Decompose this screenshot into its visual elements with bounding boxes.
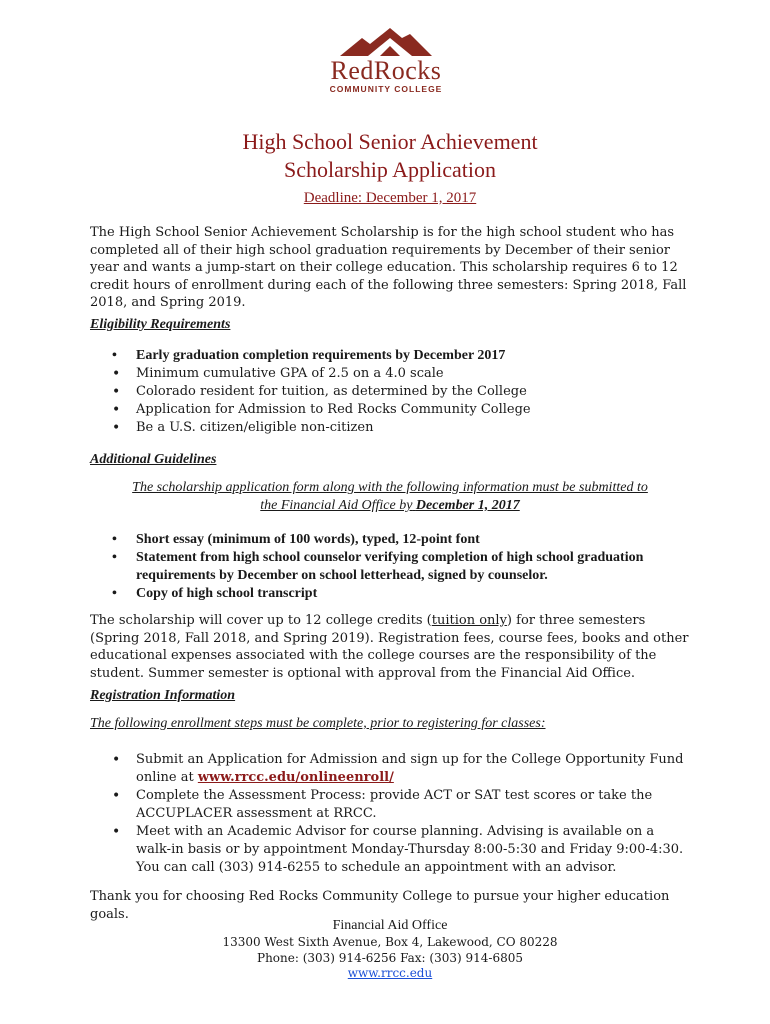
eligibility-item: • Colorado resident for tuition, as determined by the College xyxy=(136,383,690,401)
title-line-1: High School Senior Achievement xyxy=(242,129,538,154)
footer-address: 13300 West Sixth Avenue, Box 4, Lakewood, CO 80228 xyxy=(222,935,558,949)
coverage-text-end: ) for three semesters (Spring 2018, Fall 2018, and Spring 2019). Registration fees, course fees, books and other educational expenses associated with the college courses are the responsibility of the student. Summer semester is optional with approval from the Financial Aid Office. xyxy=(90,613,689,681)
coverage-text-start: The scholarship will cover up to 12 college credits ( xyxy=(90,613,432,628)
college-logo xyxy=(318,26,454,94)
title-line-2: Scholarship Application xyxy=(283,157,497,182)
eligibility-item: • Application for Admission to Red Rocks Community College xyxy=(136,401,690,419)
registration-step: • Meet with an Academic Advisor for course planning. Advising is available on a walk-in basis or by appointment Monday-Thursday 8:00-5:30 and Friday 9:00-4:30. You can call (303) 914-6255 to schedule an appointment with an advisor. xyxy=(136,823,690,877)
footer xyxy=(90,918,690,980)
guideline-item: • Copy of high school transcript xyxy=(136,585,690,603)
deadline: Deadline: December 1, 2017 xyxy=(303,190,477,206)
logo-subtitle: COMMUNITY COLLEGE xyxy=(329,84,443,94)
guideline-item: • Statement from high school counselor verifying completion of high school graduation requirements by December on school letterhead, signed by counselor. xyxy=(136,549,690,585)
registration-heading: Registration Information xyxy=(90,688,236,703)
eligibility-item: • Minimum cumulative GPA of 2.5 on a 4.0 scale xyxy=(136,365,690,383)
thank-you-text: Thank you for choosing Red Rocks Community College to pursue your higher education goals. xyxy=(90,889,670,922)
registration-step-text: Submit an Application for Admission and sign up for the College Opportunity Fund online at xyxy=(136,752,684,785)
coverage-tuition-only: tuition only xyxy=(431,613,507,628)
eligibility-heading: Eligibility Requirements xyxy=(90,317,231,332)
logo-name: RedRocks xyxy=(330,56,442,85)
registration-step: • Complete the Assessment Process: provide ACT or SAT test scores or take the ACCUPLACER assessment at RRCC. xyxy=(136,787,690,823)
eligibility-item: • Be a U.S. citizen/eligible non-citizen xyxy=(136,419,690,437)
guideline-item: • Short essay (minimum of 100 words), typed, 12-point font xyxy=(136,531,690,549)
footer-phone: Phone: (303) 914-6256 Fax: (303) 914-6805 xyxy=(257,951,523,965)
page-title xyxy=(90,128,690,184)
online-enroll-link[interactable]: www.rrcc.edu/onlineenroll/ xyxy=(197,770,394,785)
footer-website-link[interactable]: www.rrcc.edu xyxy=(347,966,433,980)
guidelines-note-line-1: The scholarship application form along with the following information must be submitted to xyxy=(132,480,648,495)
eligibility-list xyxy=(90,347,690,437)
guidelines-note-date: December 1, 2017 xyxy=(415,498,520,513)
registration-steps xyxy=(90,751,690,877)
mountain-logo-icon xyxy=(340,26,432,56)
registration-step xyxy=(136,751,690,787)
guidelines-note-text: the Financial Aid Office by xyxy=(260,498,413,513)
eligibility-item: • Early graduation completion requirements by December 2017 xyxy=(136,347,690,365)
guidelines-heading: Additional Guidelines xyxy=(90,452,217,467)
guidelines-note-line-2 xyxy=(90,497,690,515)
registration-subheading: The following enrollment steps must be complete, prior to registering for classes: xyxy=(90,716,546,731)
guidelines-note xyxy=(90,479,690,515)
coverage-paragraph xyxy=(90,612,690,682)
guidelines-list xyxy=(90,531,690,603)
footer-office: Financial Aid Office xyxy=(332,918,448,933)
intro-paragraph: The High School Senior Achievement Scholarship is for the high school student who has completed all of their high school graduation requirements by December of their senior year and wants a jump-start on their college education. This scholarship requires 6 to 12 credit hours of enrollment during each of the following three semesters: Spring 2018, Fall 2018, and Spring 2019. xyxy=(90,225,687,310)
